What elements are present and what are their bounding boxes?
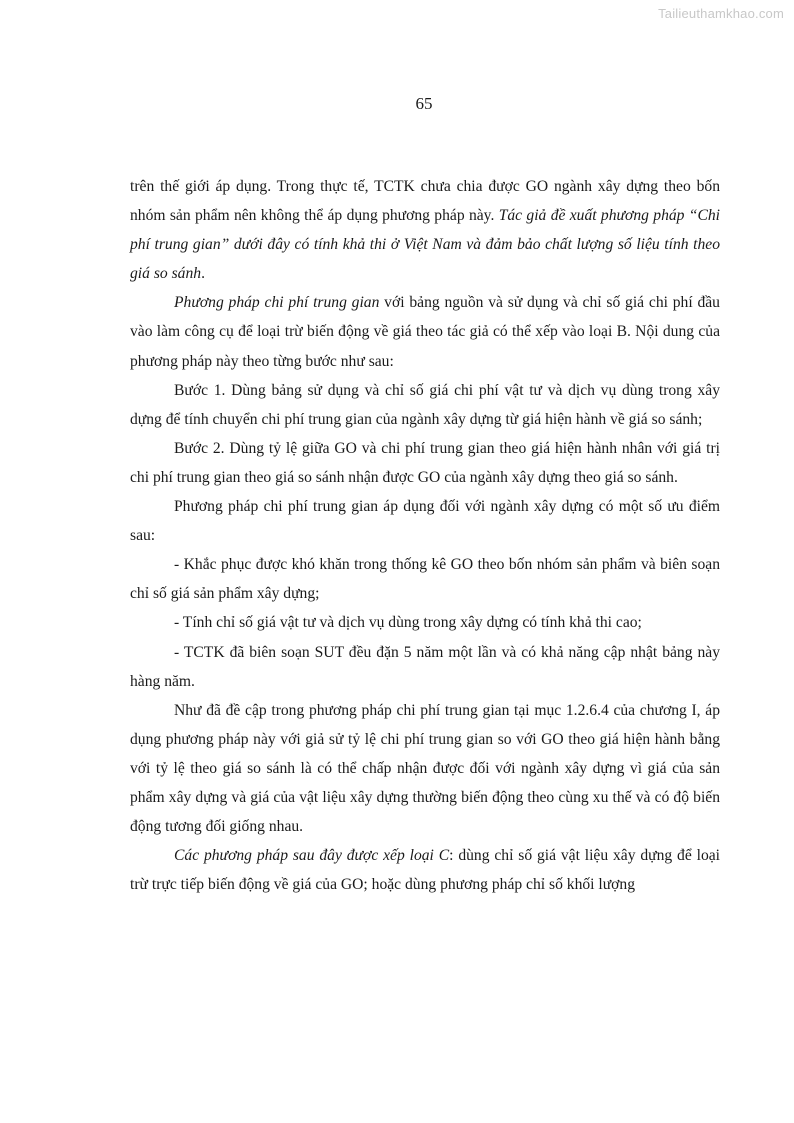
paragraph-2 [130,288,720,375]
paragraph-1-text: trên thế giới áp dụng. Trong thực tế, TCTK chưa chia được GO ngành xây dựng theo bốn nhóm sản phẩm nên không thể áp dụng phương pháp này. [130,178,720,225]
paragraph-step-2: Bước 2. Dùng tỷ lệ giữa GO và chi phí trung gian theo giá hiện hành nhân với giá trị chi phí trung gian theo giá so sánh nhận được GO của ngành xây dựng theo giá so sánh. [130,439,720,486]
paragraph-1-end: . [201,265,205,283]
list-item: - Khắc phục được khó khăn trong thống kê GO theo bốn nhóm sản phẩm và biên soạn chỉ số giá sản phẩm xây dựng; [130,556,720,603]
paragraph-1-italic: Tác giả đề xuất phương pháp “Chi phí trung gian” dưới đây có tính khả thi ở Việt Nam và đảm bảo chất lượng số liệu tính theo giá so sánh [130,207,721,283]
paragraph-10-italic: Các phương pháp sau đây được xếp loại C [174,847,450,865]
paragraph-2-text: với bảng nguồn và sử dụng và chỉ số giá chi phí đầu vào làm công cụ để loại trừ biến động về giá theo tác giả có thể xếp vào loại B. Nội dung của phương pháp này theo từng bước như sau: [130,294,720,370]
paragraph-2-italic: Phương pháp chi phí trung gian [174,294,380,312]
list-item: - TCTK đã biên soạn SUT đều đặn 5 năm một lần và có khả năng cập nhật bảng này hàng năm. [130,643,720,690]
body-text [130,172,720,899]
paragraph-advantages: Phương pháp chi phí trung gian áp dụng đối với ngành xây dựng có một số ưu điểm sau: [130,498,720,545]
list-item: - Tính chỉ số giá vật tư và dịch vụ dùng trong xây dựng có tính khả thi cao; [174,614,642,632]
paragraph-step-1: Bước 1. Dùng bảng sử dụng và chỉ số giá chi phí vật tư và dịch vụ dùng trong xây dựng để tính chuyển chi phí trung gian của ngành xây dựng từ giá hiện hành về giá so sánh; [130,381,720,428]
paragraph-10-text: : dùng chỉ số giá vật liệu xây dựng để loại trừ trực tiếp biến động về giá của GO; hoặc dùng phương pháp chỉ số khối lượng [130,847,721,894]
page-number: 65 [415,94,433,113]
paragraph-9: Như đã đề cập trong phương pháp chi phí trung gian tại mục 1.2.6.4 của chương I, áp dụng phương pháp này với giả sử tỷ lệ chi phí trung gian so với GO theo giá hiện hành bằng với tỷ lệ theo giá so sánh là có thể chấp nhận được đối với ngành xây dựng vì giá của sản phẩm xây dựng và giá của vật liệu xây dựng thường biến động theo cùng xu thế và có độ biến động tương đối giống nhau. [130,701,720,836]
watermark: Tailieuthamkhao.com [658,6,784,21]
paragraph-1 [130,172,720,288]
paragraph-10 [130,841,720,899]
